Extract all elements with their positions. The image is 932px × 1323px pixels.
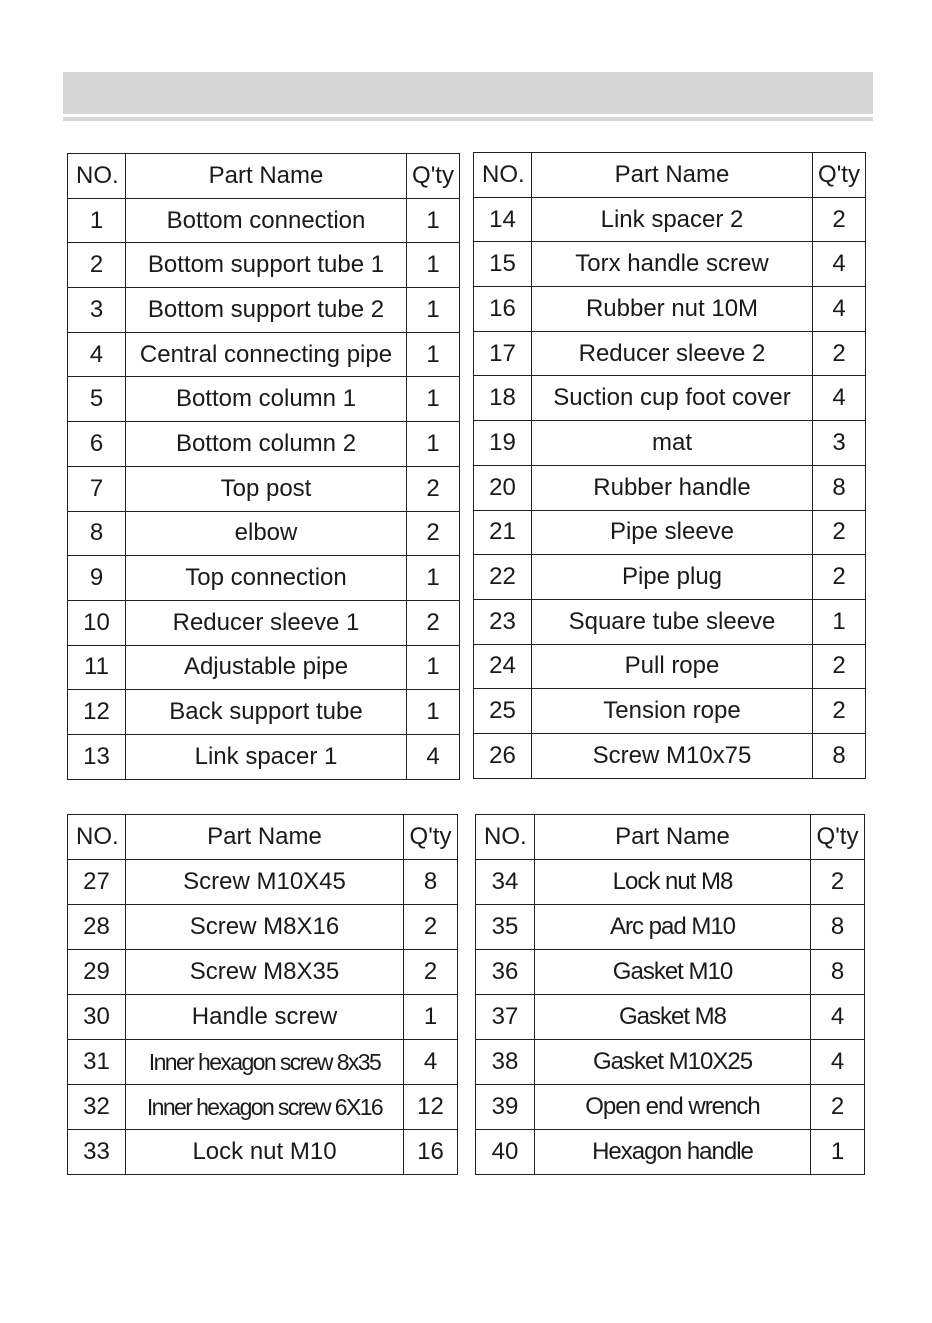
part-number-cell: 2 — [68, 243, 126, 288]
parts-table-4 — [475, 814, 865, 1175]
table-header-row — [68, 154, 460, 199]
quantity-cell: 2 — [404, 905, 458, 950]
part-number-cell: 21 — [474, 510, 532, 555]
quantity-cell: 1 — [813, 599, 866, 644]
table-row — [68, 600, 460, 645]
part-number-cell: 16 — [474, 287, 532, 332]
part-name-cell: Screw M10X45 — [126, 860, 404, 905]
table-row — [68, 734, 460, 779]
table-row — [68, 198, 460, 243]
table-row — [68, 377, 460, 422]
table-row — [68, 690, 460, 735]
part-number-cell: 23 — [474, 599, 532, 644]
column-header-qty: Q'ty — [813, 153, 866, 198]
part-name-cell: Screw M10x75 — [532, 733, 813, 778]
quantity-cell: 2 — [407, 466, 460, 511]
table-row — [476, 860, 865, 905]
part-name-cell: Suction cup foot cover — [532, 376, 813, 421]
table-row — [68, 1085, 458, 1130]
part-name-cell: Open end wrench — [535, 1085, 811, 1130]
table-row — [474, 287, 866, 332]
quantity-cell: 2 — [407, 511, 460, 556]
part-number-cell: 7 — [68, 466, 126, 511]
part-name-cell: Pipe plug — [532, 555, 813, 600]
part-name-cell: Inner hexagon screw 8x35 — [126, 1040, 404, 1085]
header-divider — [63, 117, 873, 121]
table-row — [474, 689, 866, 734]
table-row — [474, 331, 866, 376]
part-name-cell: Reducer sleeve 1 — [126, 600, 407, 645]
part-name-cell: Rubber nut 10M — [532, 287, 813, 332]
part-number-cell: 3 — [68, 288, 126, 333]
quantity-cell: 4 — [811, 995, 865, 1040]
part-name-cell: Gasket M10 — [535, 950, 811, 995]
table-row — [476, 950, 865, 995]
part-number-cell: 1 — [68, 198, 126, 243]
part-number-cell: 6 — [68, 422, 126, 467]
part-name-cell: Bottom column 1 — [126, 377, 407, 422]
part-number-cell: 18 — [474, 376, 532, 421]
quantity-cell: 8 — [813, 733, 866, 778]
table-row — [68, 645, 460, 690]
part-number-cell: 15 — [474, 242, 532, 287]
column-header-no: NO. — [68, 815, 126, 860]
quantity-cell: 1 — [407, 243, 460, 288]
table-row — [68, 860, 458, 905]
part-name-cell: Gasket M8 — [535, 995, 811, 1040]
quantity-cell: 2 — [813, 689, 866, 734]
table-row — [474, 510, 866, 555]
part-number-cell: 31 — [68, 1040, 126, 1085]
part-number-cell: 36 — [476, 950, 535, 995]
parts-table-1 — [67, 153, 460, 780]
part-number-cell: 22 — [474, 555, 532, 600]
quantity-cell: 1 — [407, 556, 460, 601]
column-header-qty: Q'ty — [407, 154, 460, 199]
part-number-cell: 4 — [68, 332, 126, 377]
quantity-cell: 1 — [404, 995, 458, 1040]
part-name-cell: Lock nut M10 — [126, 1130, 404, 1175]
part-name-cell: Lock nut M8 — [535, 860, 811, 905]
column-header-part-name: Part Name — [126, 154, 407, 199]
part-name-cell: Central connecting pipe — [126, 332, 407, 377]
column-header-part-name: Part Name — [535, 815, 811, 860]
quantity-cell: 8 — [813, 465, 866, 510]
part-number-cell: 38 — [476, 1040, 535, 1085]
part-number-cell: 12 — [68, 690, 126, 735]
parts-table-3 — [67, 814, 458, 1175]
column-header-qty: Q'ty — [811, 815, 865, 860]
part-name-cell: mat — [532, 421, 813, 466]
table-row — [476, 905, 865, 950]
part-name-cell: Arc pad M10 — [535, 905, 811, 950]
quantity-cell: 2 — [811, 860, 865, 905]
quantity-cell: 4 — [811, 1040, 865, 1085]
table-row — [68, 1040, 458, 1085]
part-number-cell: 37 — [476, 995, 535, 1040]
part-number-cell: 8 — [68, 511, 126, 556]
part-name-cell: Rubber handle — [532, 465, 813, 510]
quantity-cell: 1 — [811, 1130, 865, 1175]
quantity-cell: 1 — [407, 377, 460, 422]
part-number-cell: 34 — [476, 860, 535, 905]
table-row — [474, 555, 866, 600]
column-header-no: NO. — [68, 154, 126, 199]
part-name-cell: Bottom support tube 2 — [126, 288, 407, 333]
part-name-cell: Link spacer 1 — [126, 734, 407, 779]
part-number-cell: 29 — [68, 950, 126, 995]
quantity-cell: 1 — [407, 422, 460, 467]
table-row — [474, 465, 866, 510]
quantity-cell: 2 — [813, 644, 866, 689]
quantity-cell: 2 — [813, 510, 866, 555]
part-name-cell: Screw M8X16 — [126, 905, 404, 950]
column-header-no: NO. — [476, 815, 535, 860]
part-name-cell: Square tube sleeve — [532, 599, 813, 644]
part-number-cell: 28 — [68, 905, 126, 950]
part-name-cell: Pipe sleeve — [532, 510, 813, 555]
part-name-cell: Top connection — [126, 556, 407, 601]
quantity-cell: 2 — [407, 600, 460, 645]
column-header-qty: Q'ty — [404, 815, 458, 860]
part-number-cell: 14 — [474, 197, 532, 242]
part-number-cell: 27 — [68, 860, 126, 905]
quantity-cell: 2 — [813, 197, 866, 242]
part-number-cell: 33 — [68, 1130, 126, 1175]
quantity-cell: 2 — [404, 950, 458, 995]
part-name-cell: Screw M8X35 — [126, 950, 404, 995]
table-row — [474, 197, 866, 242]
header-bar — [63, 72, 873, 114]
table-row — [68, 995, 458, 1040]
table-row — [474, 376, 866, 421]
parts-table-2 — [473, 152, 866, 779]
quantity-cell: 4 — [407, 734, 460, 779]
quantity-cell: 12 — [404, 1085, 458, 1130]
table-row — [474, 599, 866, 644]
part-name-cell: Back support tube — [126, 690, 407, 735]
table-row — [68, 332, 460, 377]
part-number-cell: 30 — [68, 995, 126, 1040]
quantity-cell: 4 — [813, 242, 866, 287]
part-number-cell: 10 — [68, 600, 126, 645]
quantity-cell: 2 — [813, 555, 866, 600]
part-name-cell: Inner hexagon screw 6X16 — [126, 1085, 404, 1130]
column-header-no: NO. — [474, 153, 532, 198]
part-number-cell: 40 — [476, 1130, 535, 1175]
table-row — [474, 242, 866, 287]
table-header-row — [68, 815, 458, 860]
part-number-cell: 5 — [68, 377, 126, 422]
part-name-cell: Bottom connection — [126, 198, 407, 243]
quantity-cell: 1 — [407, 645, 460, 690]
part-number-cell: 32 — [68, 1085, 126, 1130]
table-row — [68, 511, 460, 556]
quantity-cell: 2 — [813, 331, 866, 376]
table-header-row — [474, 153, 866, 198]
quantity-cell: 4 — [813, 287, 866, 332]
table-header-row — [476, 815, 865, 860]
quantity-cell: 1 — [407, 332, 460, 377]
part-number-cell: 25 — [474, 689, 532, 734]
part-name-cell: Handle screw — [126, 995, 404, 1040]
part-name-cell: Pull rope — [532, 644, 813, 689]
table-row — [476, 995, 865, 1040]
part-number-cell: 11 — [68, 645, 126, 690]
column-header-part-name: Part Name — [126, 815, 404, 860]
table-row — [68, 905, 458, 950]
part-name-cell: Tension rope — [532, 689, 813, 734]
quantity-cell: 16 — [404, 1130, 458, 1175]
part-name-cell: Reducer sleeve 2 — [532, 331, 813, 376]
quantity-cell: 4 — [404, 1040, 458, 1085]
part-name-cell: Bottom column 2 — [126, 422, 407, 467]
quantity-cell: 2 — [811, 1085, 865, 1130]
part-name-cell: Top post — [126, 466, 407, 511]
quantity-cell: 4 — [813, 376, 866, 421]
table-row — [476, 1040, 865, 1085]
part-number-cell: 20 — [474, 465, 532, 510]
quantity-cell: 3 — [813, 421, 866, 466]
quantity-cell: 1 — [407, 288, 460, 333]
part-name-cell: Gasket M10X25 — [535, 1040, 811, 1085]
table-row — [68, 950, 458, 995]
quantity-cell: 1 — [407, 690, 460, 735]
part-name-cell: Adjustable pipe — [126, 645, 407, 690]
table-row — [68, 288, 460, 333]
table-row — [68, 243, 460, 288]
part-number-cell: 19 — [474, 421, 532, 466]
quantity-cell: 8 — [811, 905, 865, 950]
table-row — [476, 1130, 865, 1175]
table-row — [474, 421, 866, 466]
quantity-cell: 8 — [404, 860, 458, 905]
part-number-cell: 13 — [68, 734, 126, 779]
part-name-cell: Hexagon handle — [535, 1130, 811, 1175]
part-number-cell: 9 — [68, 556, 126, 601]
table-row — [68, 422, 460, 467]
part-name-cell: Link spacer 2 — [532, 197, 813, 242]
part-name-cell: Torx handle screw — [532, 242, 813, 287]
part-number-cell: 17 — [474, 331, 532, 376]
table-row — [474, 644, 866, 689]
table-row — [68, 466, 460, 511]
table-row — [68, 1130, 458, 1175]
part-number-cell: 26 — [474, 733, 532, 778]
part-number-cell: 24 — [474, 644, 532, 689]
quantity-cell: 1 — [407, 198, 460, 243]
quantity-cell: 8 — [811, 950, 865, 995]
table-row — [68, 556, 460, 601]
table-row — [474, 733, 866, 778]
part-number-cell: 35 — [476, 905, 535, 950]
column-header-part-name: Part Name — [532, 153, 813, 198]
part-name-cell: elbow — [126, 511, 407, 556]
part-number-cell: 39 — [476, 1085, 535, 1130]
part-name-cell: Bottom support tube 1 — [126, 243, 407, 288]
table-row — [476, 1085, 865, 1130]
